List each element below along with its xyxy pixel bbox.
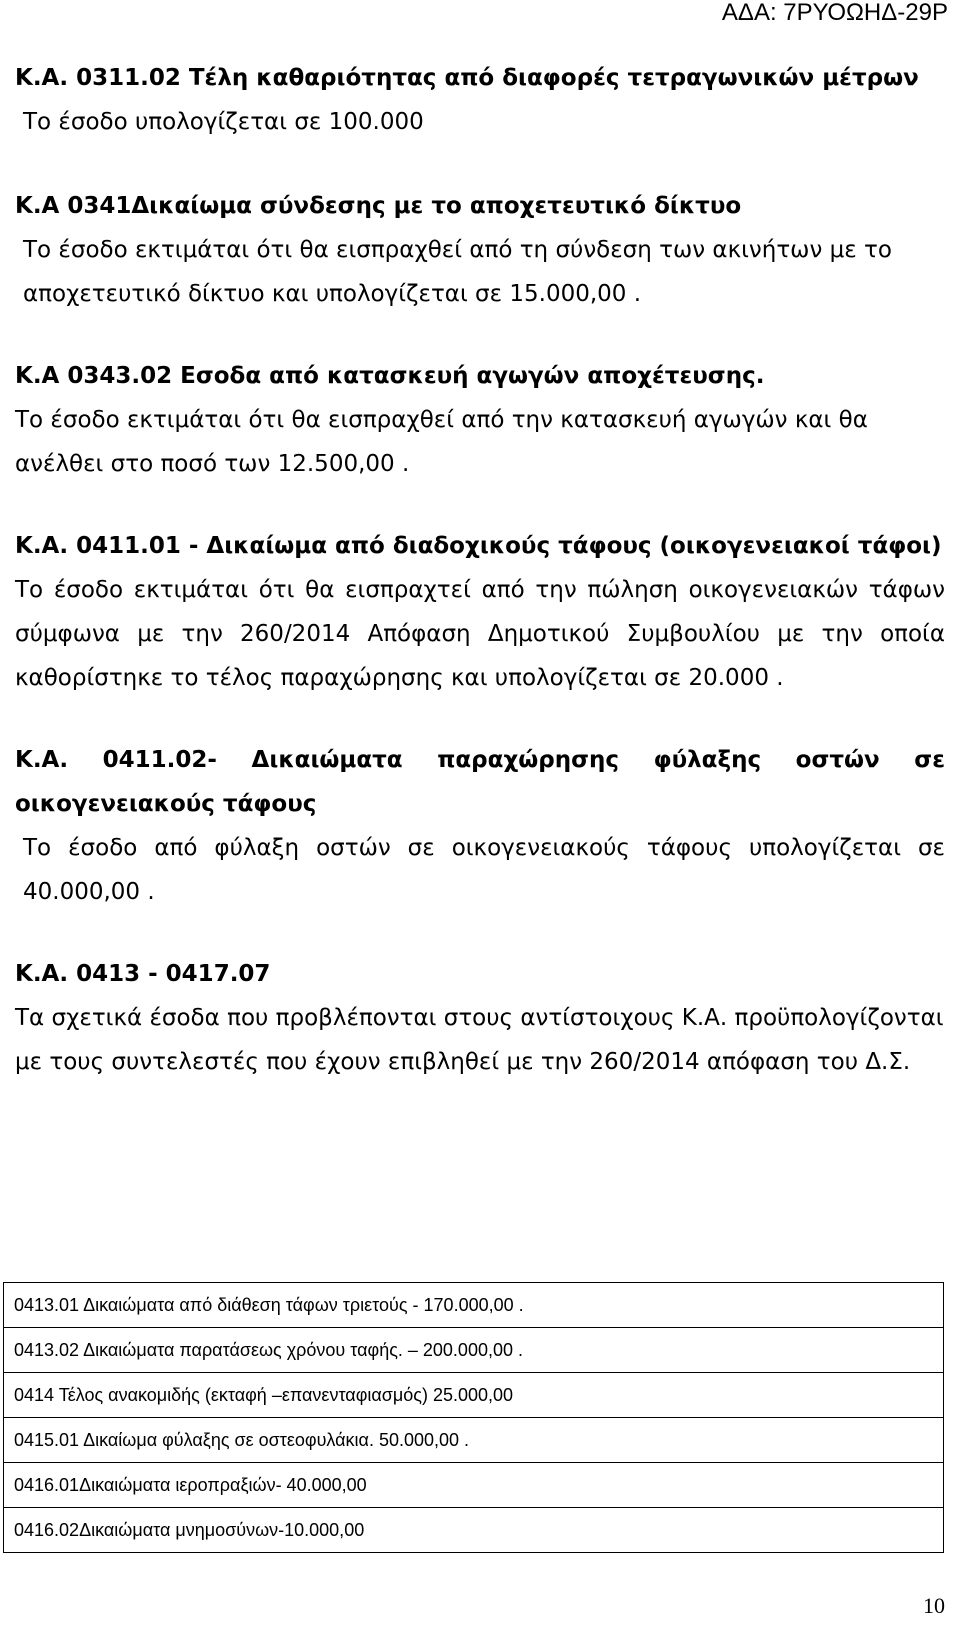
table-row <box>4 1463 944 1508</box>
page-number: 10 <box>923 1593 945 1618</box>
section-text-0341: Το έσοδο εκτιμάται ότι θα εισπραχθεί από τη σύνδεση των ακινήτων με το αποχετευτικό δίκτυο και υπολογίζεται σε 15.000,00 . <box>23 237 892 307</box>
document-body <box>15 56 945 1084</box>
table-cell: 0413.01 Δικαιώματα από διάθεση τάφων τριετούς - 170.000,00 . <box>4 1283 944 1328</box>
section-heading-0311: Κ.Α. 0311.02 Τέλη καθαριότητας από διαφορές τετραγωνικών μέτρων <box>15 65 919 91</box>
table-row <box>4 1373 944 1418</box>
fees-table <box>3 1282 944 1553</box>
table-row <box>4 1283 944 1328</box>
ada-code: ΑΔΑ: 7ΡΥΟΩΗΔ-29Ρ <box>721 0 948 26</box>
section-heading-0413-0417: Κ.Α. 0413 - 0417.07 <box>15 961 271 987</box>
section-heading-0411-02: Κ.Α. 0411.02- Δικαιώματα παραχώρησης φύλαξης οστών σε οικογενειακούς τάφους <box>15 747 945 817</box>
section-text-0411-01: Το έσοδο εκτιμάται ότι θα εισπραχτεί από την πώληση οικογενειακών τάφων σύμφωνα με την 260/2014 Απόφαση Δημοτικού Συμβουλίου με την οποία καθορίστηκε το τέλος παραχώρησης και υπολογίζεται σε 20.000 . <box>15 577 945 691</box>
table-row <box>4 1328 944 1373</box>
section-heading-0343: Κ.Α 0343.02 Εσοδα από κατασκευή αγωγών αποχέτευσης. <box>15 363 765 389</box>
table-cell: 0415.01 Δικαίωμα φύλαξης σε οστεοφυλάκια. 50.000,00 . <box>4 1418 944 1463</box>
section-text-0343: Το έσοδο εκτιμάται ότι θα εισπραχθεί από την κατασκευή αγωγών και θα ανέλθει στο ποσό των 12.500,00 . <box>15 407 868 477</box>
section-text-0311: Το έσοδο υπολογίζεται σε 100.000 <box>23 109 424 135</box>
section-text-0411-02: Το έσοδο από φύλαξη οστών σε οικογενειακούς τάφους υπολογίζεται σε 40.000,00 . <box>23 835 945 905</box>
table-row <box>4 1508 944 1553</box>
section-text-0413-0417: Τα σχετικά έσοδα που προβλέπονται στους αντίστοιχους Κ.Α. προϋπολογίζονται με τους συντελεστές που έχουν επιβληθεί με την 260/2014 απόφαση του Δ.Σ. <box>15 1005 944 1075</box>
section-heading-0341: Κ.Α 0341Δικαίωμα σύνδεσης με το αποχετευτικό δίκτυο <box>15 193 742 219</box>
table-cell: 0416.02Δικαιώματα μνημοσύνων-10.000,00 <box>4 1508 944 1553</box>
section-heading-0411-01: Κ.Α. 0411.01 - Δικαίωμα από διαδοχικούς τάφους (οικογενειακοί τάφοι) <box>15 533 942 559</box>
table-cell: 0416.01Δικαιώματα ιεροπραξιών- 40.000,00 <box>4 1463 944 1508</box>
table-cell: 0414 Τέλος ανακομιδής (εκταφή –επανενταφιασμός) 25.000,00 <box>4 1373 944 1418</box>
table-row <box>4 1418 944 1463</box>
table-cell: 0413.02 Δικαιώματα παρατάσεως χρόνου ταφής. – 200.000,00 . <box>4 1328 944 1373</box>
